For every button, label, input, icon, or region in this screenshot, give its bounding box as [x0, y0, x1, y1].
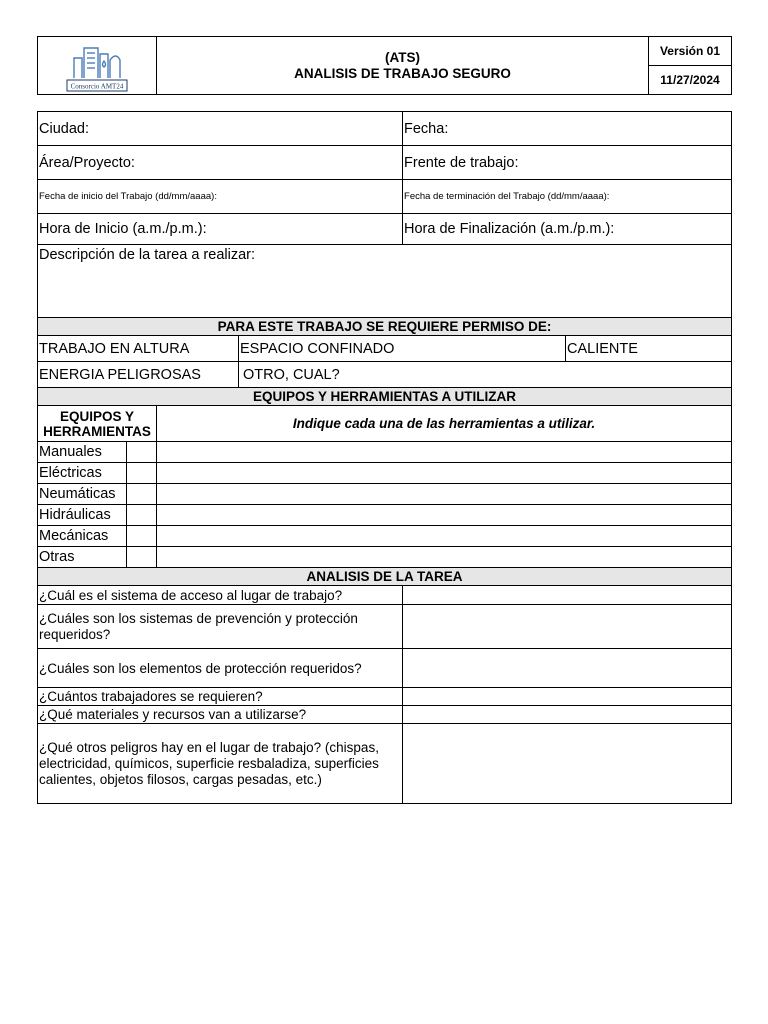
company-logo [64, 40, 130, 92]
equipo-check-cell[interactable] [127, 463, 157, 484]
version-label: Versión 01 [649, 37, 732, 66]
permiso-otro[interactable]: OTRO, CUAL? [239, 362, 732, 388]
equipos-column-header: EQUIPOS Y HERRAMIENTAS [38, 406, 157, 442]
analisis-question: ¿Qué otros peligros hay en el lugar de trabajo? (chispas, electricidad, químicos, superficie resbaladiza, superficies calientes, objetos filosos, cargas pesadas, etc.) [38, 724, 403, 804]
equipo-row-label: Neumáticas [38, 484, 127, 505]
analisis-question: ¿Qué materiales y recursos van a utilizarse? [38, 706, 403, 724]
frente-trabajo-field[interactable]: Frente de trabajo: [403, 146, 732, 180]
hora-finalizacion-field[interactable]: Hora de Finalización (a.m./p.m.): [403, 214, 732, 245]
logo-cell [38, 37, 157, 95]
analisis-answer[interactable] [403, 649, 732, 688]
fecha-inicio-field[interactable]: Fecha de inicio del Trabajo (dd/mm/aaaa): [38, 180, 403, 214]
permiso-caliente[interactable]: CALIENTE [566, 336, 732, 362]
analisis-heading: ANALISIS DE LA TAREA [38, 568, 732, 586]
permiso-energia-peligrosa[interactable]: ENERGIA PELIGROSAS [38, 362, 239, 388]
equipos-heading: EQUIPOS Y HERRAMIENTAS A UTILIZAR [38, 388, 732, 406]
descripcion-field[interactable]: Descripción de la tarea a realizar: [38, 245, 732, 318]
doc-code: (ATS) [385, 49, 420, 65]
ats-form [37, 111, 732, 804]
analisis-question: ¿Cuántos trabajadores se requieren? [38, 688, 403, 706]
analisis-answer[interactable] [403, 688, 732, 706]
analisis-answer[interactable] [403, 605, 732, 649]
permiso-altura[interactable]: TRABAJO EN ALTURA [38, 336, 239, 362]
version-date: 11/27/2024 [649, 66, 732, 95]
fecha-terminacion-field[interactable]: Fecha de terminación del Trabajo (dd/mm/aaaa): [403, 180, 732, 214]
equipo-check-cell[interactable] [127, 484, 157, 505]
analisis-question: ¿Cuál es el sistema de acceso al lugar de trabajo? [38, 586, 403, 605]
equipo-detail-cell[interactable] [157, 463, 732, 484]
equipos-instruction: Indique cada una de las herramientas a utilizar. [157, 406, 732, 442]
analisis-answer[interactable] [403, 724, 732, 804]
analisis-answer[interactable] [403, 586, 732, 605]
equipo-detail-cell[interactable] [157, 526, 732, 547]
document-header [37, 36, 732, 95]
equipo-detail-cell[interactable] [157, 484, 732, 505]
equipo-row-label: Hidráulicas [38, 505, 127, 526]
fecha-field[interactable]: Fecha: [403, 112, 732, 146]
analisis-answer[interactable] [403, 706, 732, 724]
equipo-row-label: Eléctricas [38, 463, 127, 484]
title-cell [157, 37, 649, 95]
doc-title: ANALISIS DE TRABAJO SEGURO [294, 65, 511, 81]
equipo-check-cell[interactable] [127, 505, 157, 526]
analisis-question: ¿Cuáles son los sistemas de prevención y protección requeridos? [38, 605, 403, 649]
equipo-row-label: Mecánicas [38, 526, 127, 547]
equipo-detail-cell[interactable] [157, 547, 732, 568]
equipo-row-label: Otras [38, 547, 127, 568]
equipo-check-cell[interactable] [127, 526, 157, 547]
equipo-row-label: Manuales [38, 442, 127, 463]
ciudad-field[interactable]: Ciudad: [38, 112, 403, 146]
permiso-espacio-confinado[interactable]: ESPACIO CONFINADO [239, 336, 566, 362]
equipo-check-cell[interactable] [127, 442, 157, 463]
logo-text: Consorcio AMT24 [70, 82, 124, 90]
equipo-detail-cell[interactable] [157, 505, 732, 526]
permisos-heading: PARA ESTE TRABAJO SE REQUIERE PERMISO DE: [38, 318, 732, 336]
equipo-check-cell[interactable] [127, 547, 157, 568]
hora-inicio-field[interactable]: Hora de Inicio (a.m./p.m.): [38, 214, 403, 245]
analisis-question: ¿Cuáles son los elementos de protección requeridos? [38, 649, 403, 688]
equipo-detail-cell[interactable] [157, 442, 732, 463]
area-proyecto-field[interactable]: Área/Proyecto: [38, 146, 403, 180]
